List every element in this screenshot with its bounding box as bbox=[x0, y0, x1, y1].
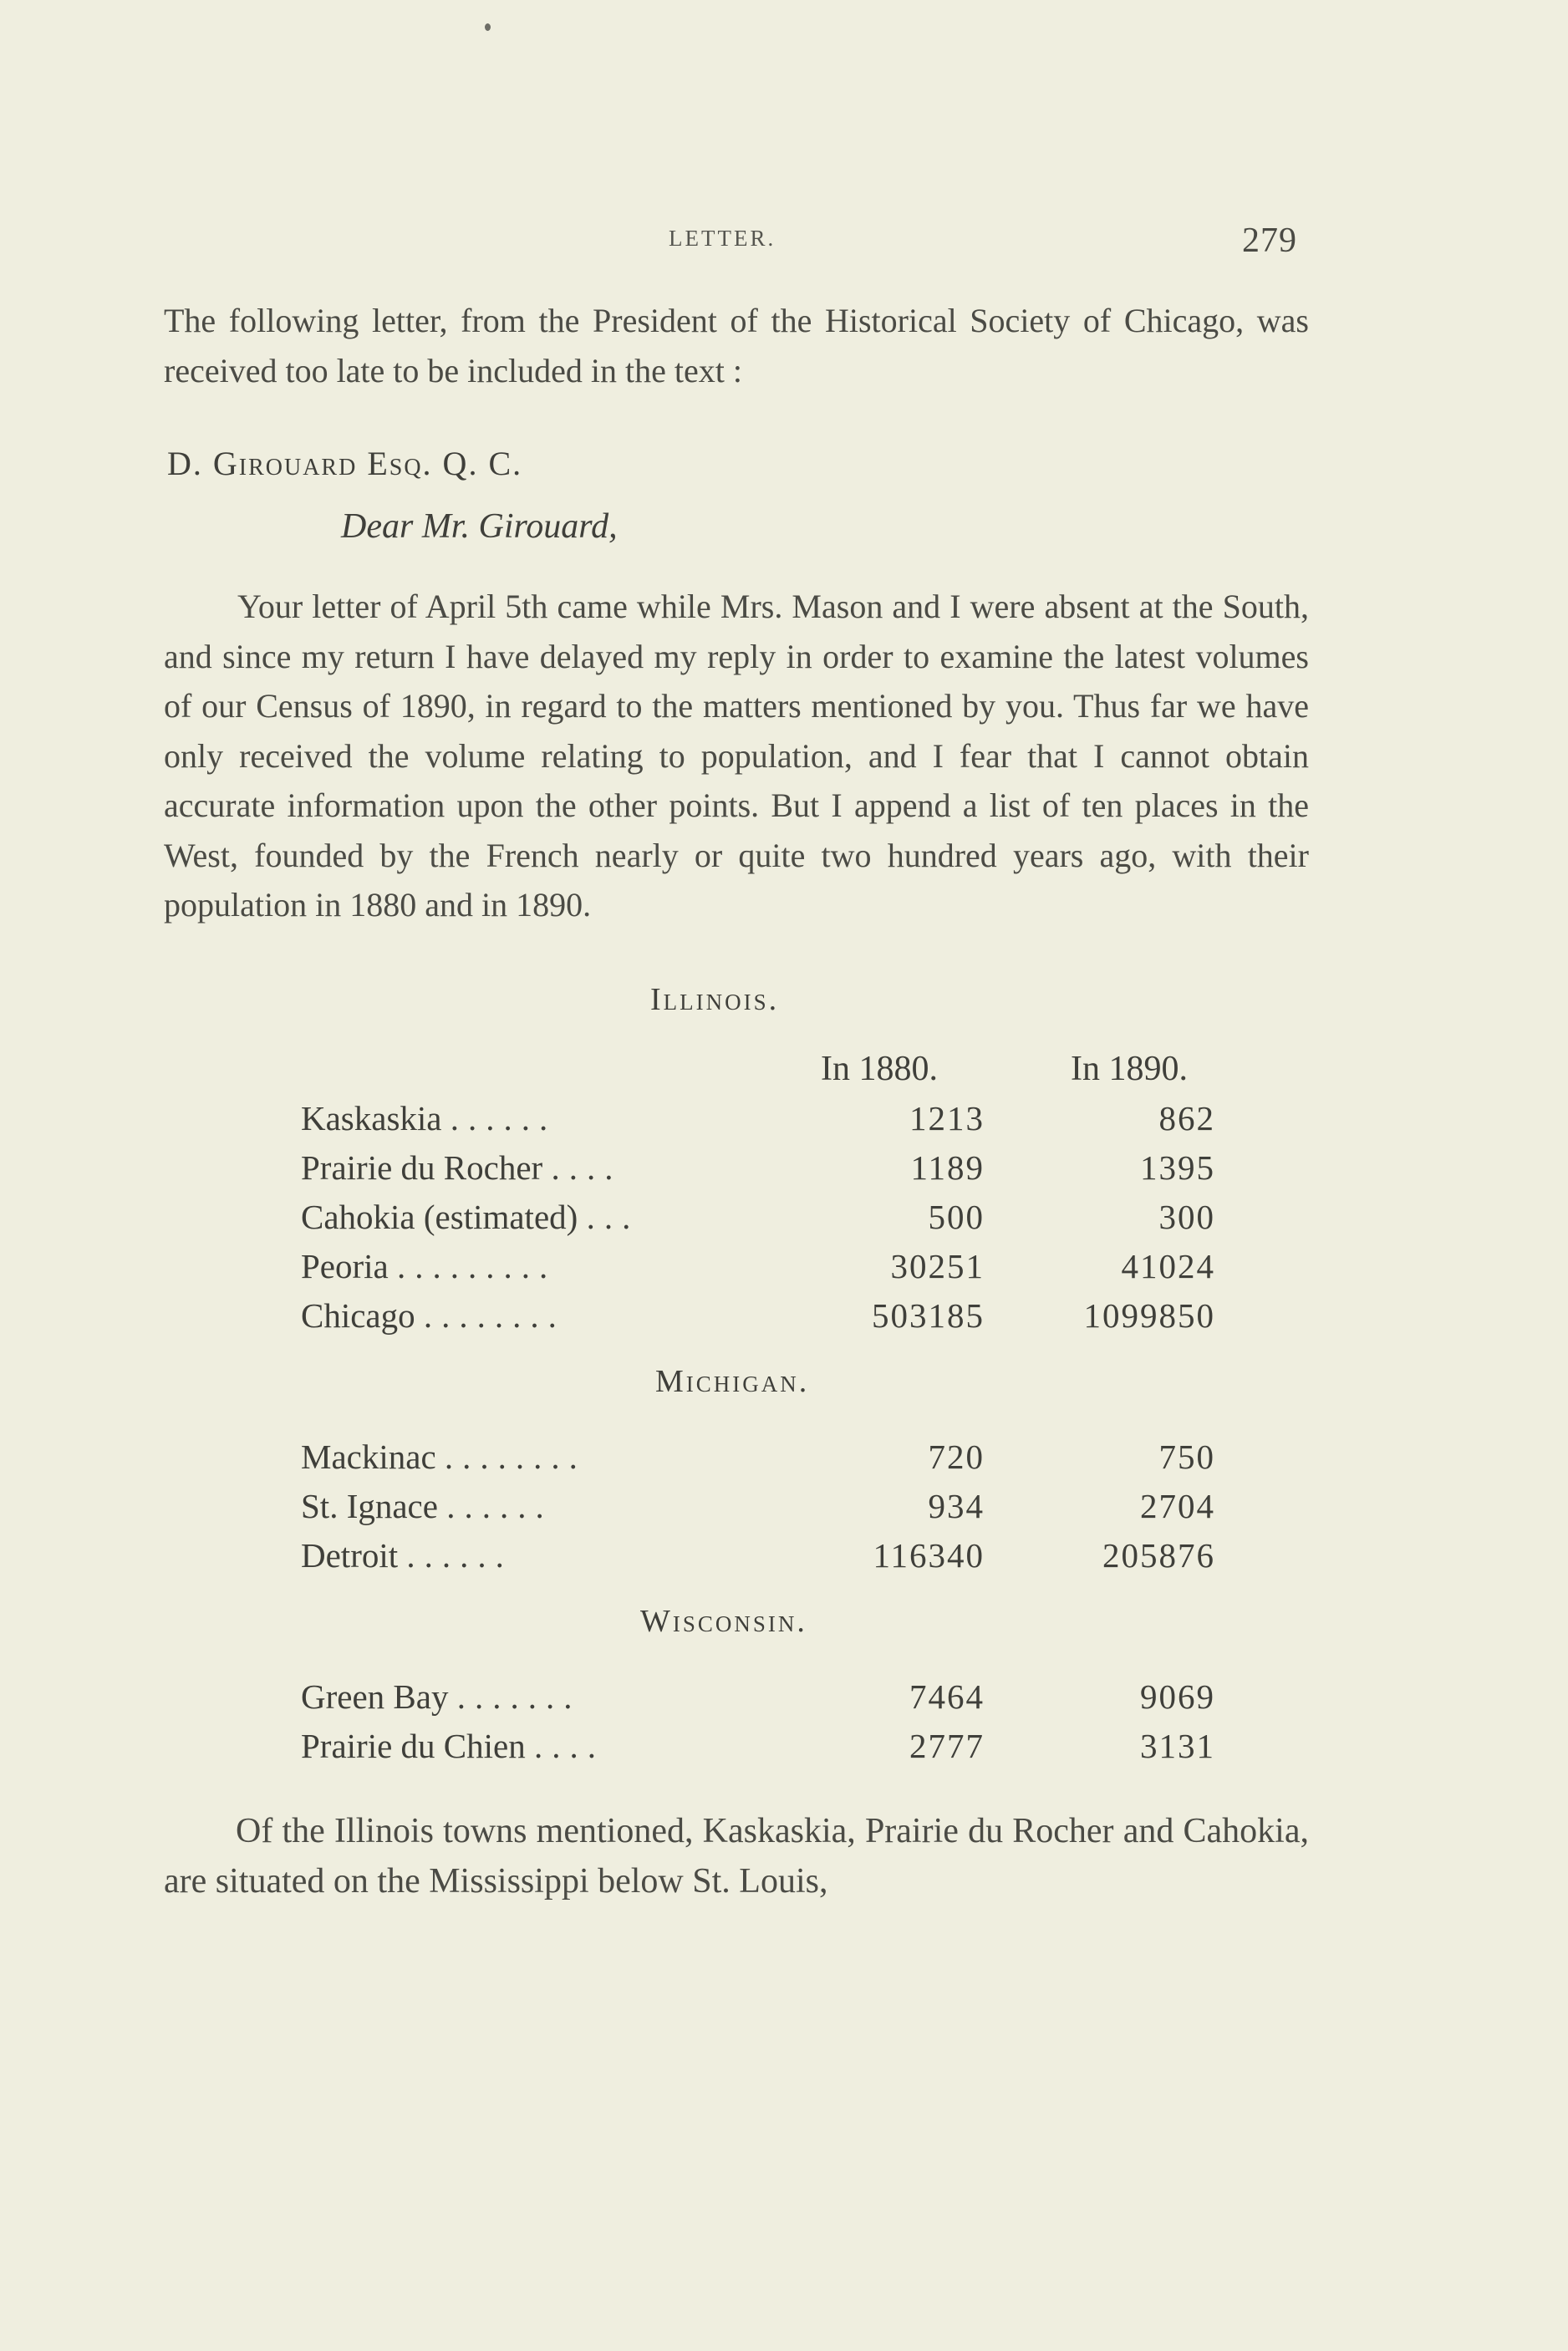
heading-illinois: Illinois. bbox=[650, 981, 780, 1017]
heading-michigan: Michigan. bbox=[655, 1363, 810, 1399]
population-1880: 30251 bbox=[890, 1246, 985, 1285]
population-1890: 41024 bbox=[1121, 1246, 1215, 1285]
page-number: 279 bbox=[1242, 221, 1297, 260]
population-1890: 300 bbox=[1158, 1197, 1215, 1236]
intro-paragraph: The following letter, from the President of the Historical Society of Chicago, was received too late to be included in the text : bbox=[164, 302, 1309, 389]
place-name: Prairie du Rocher bbox=[301, 1148, 543, 1187]
running-title: LETTER. bbox=[669, 226, 776, 251]
population-1880: 720 bbox=[928, 1437, 985, 1476]
population-1890: 1395 bbox=[1140, 1148, 1215, 1187]
table-row bbox=[164, 1432, 1309, 1482]
column-header-1890: In 1890. bbox=[1071, 1049, 1188, 1088]
population-1890: 9069 bbox=[1140, 1677, 1215, 1716]
table-row bbox=[164, 1291, 1309, 1341]
population-1880: 934 bbox=[928, 1486, 985, 1525]
page-header bbox=[164, 221, 1309, 279]
place-name: St. Ignace bbox=[301, 1486, 438, 1525]
table-row bbox=[164, 1242, 1309, 1291]
leader-dots: ........ bbox=[444, 1437, 587, 1476]
column-headers bbox=[164, 1044, 1309, 1094]
addressee-line: D. Girouard Esq. Q. C. bbox=[167, 445, 523, 482]
population-1880: 2777 bbox=[909, 1726, 985, 1765]
leader-dots: .... bbox=[533, 1726, 605, 1765]
place-name: Peoria bbox=[301, 1246, 389, 1285]
illinois-table bbox=[164, 1094, 1309, 1341]
place-name: Prairie du Chien bbox=[301, 1726, 526, 1765]
table-row bbox=[164, 1482, 1309, 1531]
population-1880: 1213 bbox=[909, 1098, 985, 1137]
leader-dots: ......... bbox=[397, 1246, 557, 1285]
population-1890: 205876 bbox=[1102, 1535, 1215, 1575]
population-1890: 3131 bbox=[1140, 1726, 1215, 1765]
place-name: Kaskaskia bbox=[301, 1098, 442, 1137]
population-1880: 7464 bbox=[909, 1677, 985, 1716]
leader-dots: .... bbox=[551, 1148, 623, 1187]
place-name: Green Bay bbox=[301, 1677, 449, 1716]
leader-dots: ...... bbox=[450, 1098, 557, 1137]
population-1890: 2704 bbox=[1140, 1486, 1215, 1525]
michigan-table bbox=[164, 1432, 1309, 1580]
population-1880: 116340 bbox=[873, 1535, 985, 1575]
book-page bbox=[164, 221, 1309, 1906]
population-1880: 500 bbox=[928, 1197, 985, 1236]
place-name: Mackinac bbox=[301, 1437, 436, 1476]
population-1890: 862 bbox=[1158, 1098, 1215, 1137]
closing-paragraph: Of the Illinois towns mentioned, Kaskaskia, Prairie du Rocher and Cahokia, are situated on the Mississippi below St. Louis, bbox=[164, 1811, 1309, 1901]
ink-speck bbox=[485, 23, 491, 31]
population-1880: 1189 bbox=[910, 1148, 985, 1187]
table-row bbox=[164, 1193, 1309, 1242]
place-name: Chicago bbox=[301, 1295, 415, 1335]
place-name: Cahokia (estimated) bbox=[301, 1197, 578, 1236]
salutation: Dear Mr. Girouard, bbox=[341, 507, 618, 546]
wisconsin-table bbox=[164, 1672, 1309, 1771]
table-row bbox=[164, 1531, 1309, 1580]
leader-dots: ...... bbox=[406, 1535, 513, 1575]
leader-dots: ....... bbox=[456, 1677, 582, 1716]
table-row bbox=[164, 1094, 1309, 1143]
column-header-1880: In 1880. bbox=[821, 1049, 938, 1088]
place-name: Detroit bbox=[301, 1535, 399, 1575]
heading-wisconsin: Wisconsin. bbox=[640, 1603, 807, 1639]
leader-dots: ...... bbox=[446, 1486, 553, 1525]
letter-body-paragraph: Your letter of April 5th came while Mrs. Mason and I were absent at the South, and since my return I have delayed my reply in order to examine the latest volumes of our Census of 1890, in regard to the matters mentioned by you. Thus far we have only received the volume relating to population, and I fear that I cannot obtain accurate information upon the other points. But I append a list of ten places in the West, founded by the French nearly or quite two hundred years ago, with their population in 1880 and in 1890. bbox=[164, 588, 1309, 924]
leader-dots: ........ bbox=[423, 1295, 566, 1335]
leader-dots: ... bbox=[586, 1197, 640, 1236]
table-row bbox=[164, 1722, 1309, 1771]
population-1880: 503185 bbox=[872, 1295, 985, 1335]
population-1890: 1099850 bbox=[1083, 1295, 1215, 1335]
population-1890: 750 bbox=[1158, 1437, 1215, 1476]
table-row bbox=[164, 1672, 1309, 1722]
table-row bbox=[164, 1143, 1309, 1193]
